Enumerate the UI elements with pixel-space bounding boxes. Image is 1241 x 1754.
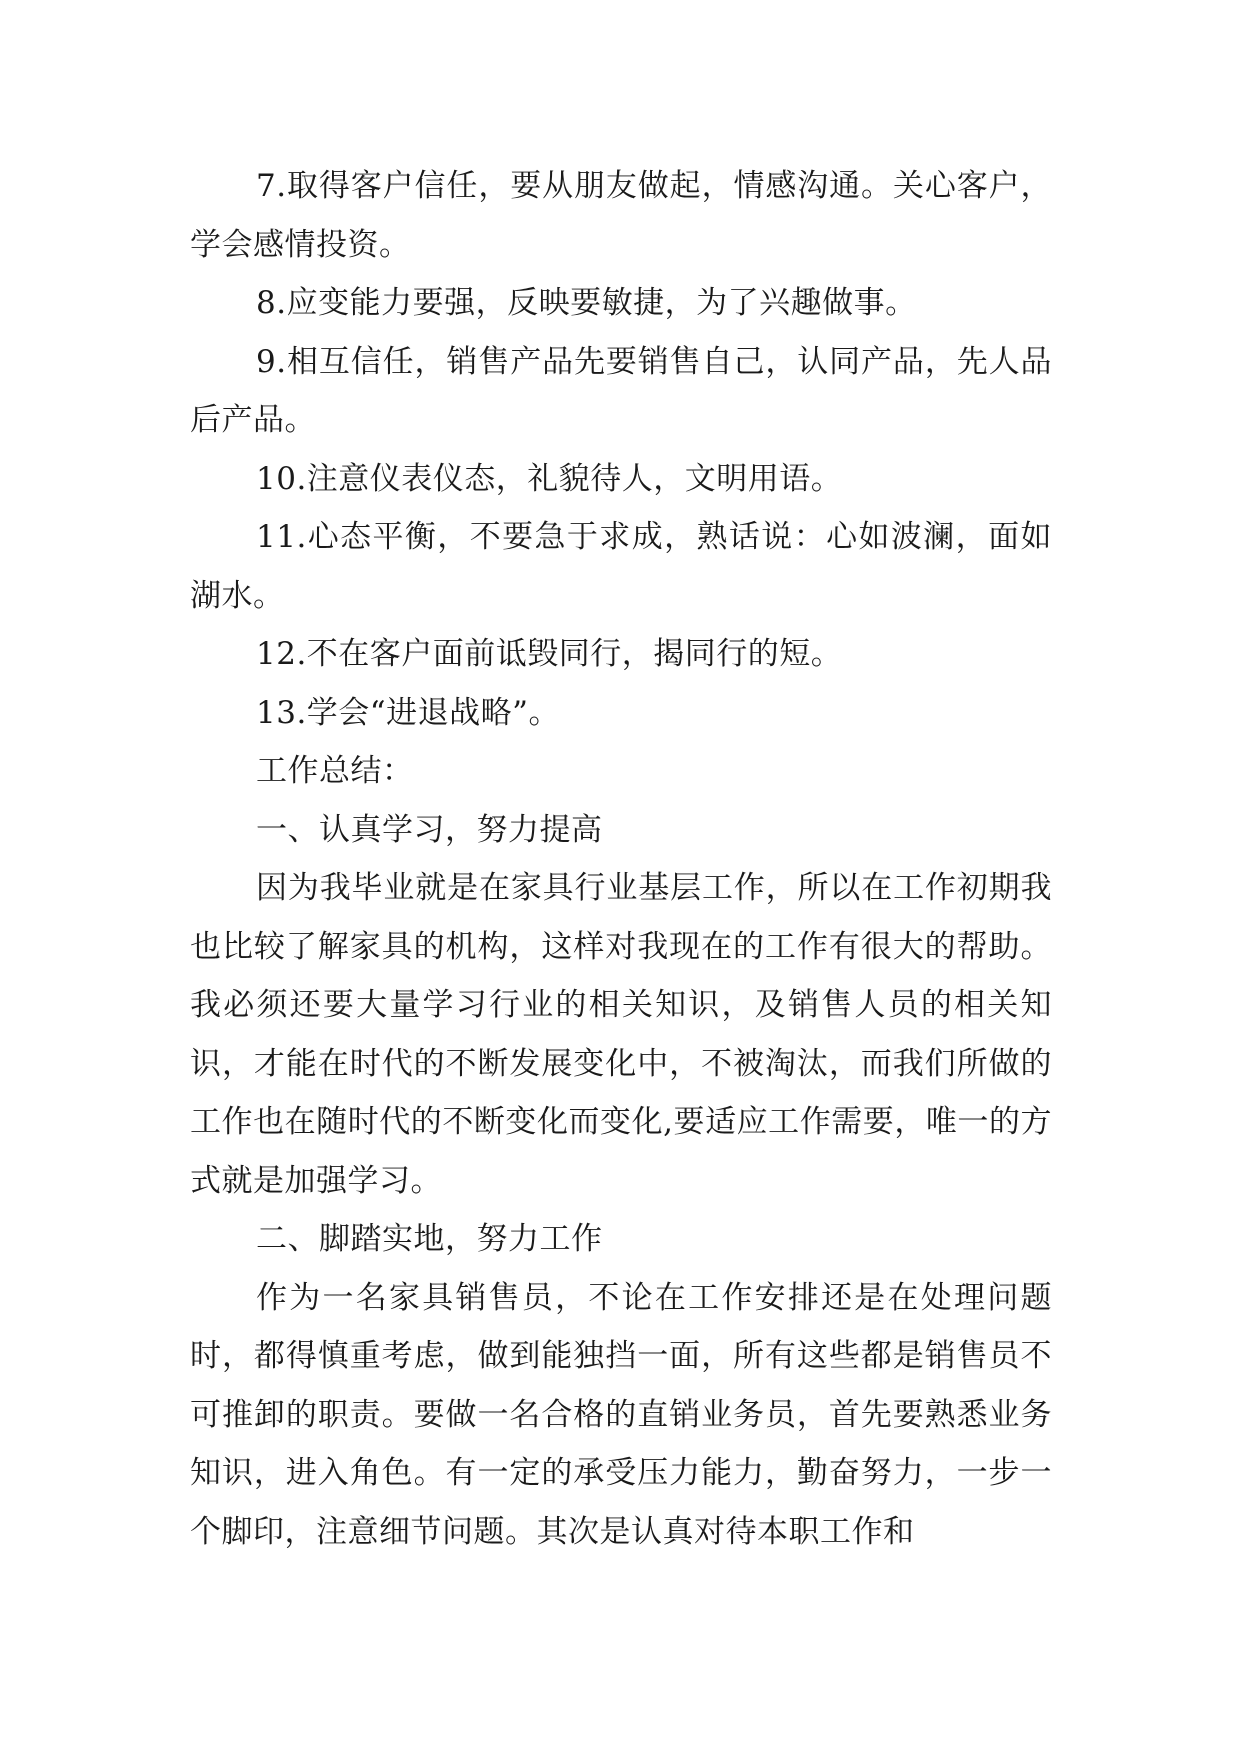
paragraph-study: 因为我毕业就是在家具行业基层工作，所以在工作初期我也比较了解家具的机构，这样对我现在的工作有很大的帮助。我必须还要大量学习行业的相关知识，及销售人员的相关知识，才能在时代的不断发展变化中，不被淘汰，而我们所做的工作也在随时代的不断变化而变化,要适应工作需要，唯一的方式就是加强学习。 bbox=[190, 870, 1052, 1199]
paragraph-tip-7: 7.取得客户信任，要从朋友做起，情感沟通。关心客户，学会感情投资。 bbox=[190, 168, 1052, 263]
paragraph-tip-8: 8.应变能力要强，反映要敏捷，为了兴趣做事。 bbox=[256, 285, 917, 321]
paragraph-work: 作为一名家具销售员，不论在工作安排还是在处理问题时，都得慎重考虑，做到能独挡一面，所有这些都是销售员不可推卸的职责。要做一名合格的直销业务员，首先要熟悉业务知识，进入角色。有一定的承受压力能力，勤奋努力，一步一个脚印，注意细节问题。其次是认真对待本职工作和 bbox=[190, 1279, 1052, 1550]
paragraph-tip-10: 10.注意仪表仪态，礼貌待人，文明用语。 bbox=[256, 460, 843, 497]
paragraph-tip-9: 9.相互信任，销售产品先要销售自己，认同产品，先人品后产品。 bbox=[190, 343, 1052, 438]
paragraph-tip-12: 12.不在客户面前诋毁同行，揭同行的短。 bbox=[256, 636, 843, 672]
document-page bbox=[190, 157, 1052, 1561]
section-heading-study: 一、认真学习，努力提高 bbox=[256, 811, 603, 848]
section-heading-work: 二、脚踏实地，努力工作 bbox=[256, 1221, 603, 1257]
section-heading-work-summary: 工作总结： bbox=[256, 753, 414, 789]
paragraph-tip-11: 11.心态平衡，不要急于求成，熟话说：心如波澜，面如湖水。 bbox=[190, 519, 1052, 614]
paragraph-tip-13: 13.学会“进退战略”。 bbox=[256, 694, 560, 731]
